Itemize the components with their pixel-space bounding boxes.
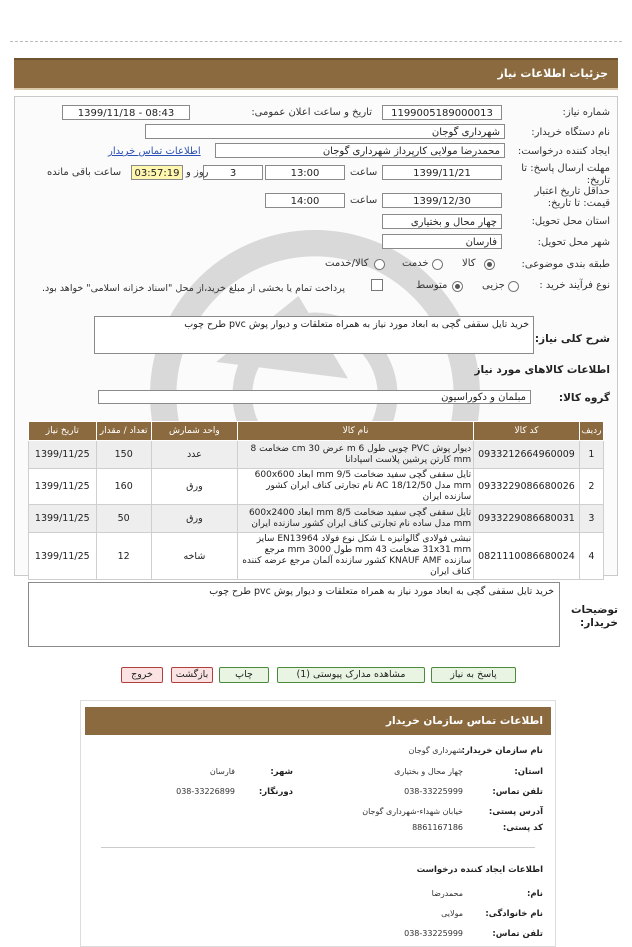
category-radio-service[interactable]: [432, 259, 443, 270]
goods-group-label: گروه کالا:: [558, 392, 610, 404]
need-number-field[interactable]: 1199005189000013: [382, 105, 502, 120]
contact-org-value: شهرداری گوجان: [408, 746, 463, 755]
contact-divider: [101, 847, 535, 848]
announce-field[interactable]: 1399/11/18 - 08:43: [62, 105, 190, 120]
treasury-checkbox[interactable]: [371, 279, 383, 291]
row-qty: 12: [96, 533, 151, 580]
purchase-type-label: نوع فرآیند خرید :: [539, 280, 610, 291]
table-row[interactable]: [29, 533, 604, 580]
print-button[interactable]: چاپ: [219, 667, 269, 683]
creator-name-value: محمدرضا: [431, 889, 463, 898]
row-code: 0821110086680024: [474, 533, 580, 580]
category-radio-goods[interactable]: [484, 259, 495, 270]
purchase-option-minor: جزیی: [482, 280, 505, 291]
row-date: 1399/11/25: [29, 533, 97, 580]
row-date: 1399/11/25: [29, 441, 97, 469]
contact-fax-value: 038-33226899: [176, 787, 235, 796]
page-title: جزئیات اطلاعات نیاز: [14, 58, 618, 90]
remaining-time-field: 03:57:19: [131, 165, 183, 180]
remaining-label: ساعت باقی مانده: [47, 167, 122, 178]
row-index: 1: [579, 441, 603, 469]
province-label: استان محل تحویل:: [531, 216, 610, 227]
summary-textarea[interactable]: خرید تایل سقفی گچی به ابعاد مورد نیاز به همراه متعلقات و دیوار پوش pvc طرح چوب: [94, 316, 534, 354]
buyer-org-label: نام دستگاه خریدار:: [531, 127, 610, 138]
goods-group-field[interactable]: مبلمان و دکوراسیون: [98, 390, 531, 404]
row-qty: 50: [96, 505, 151, 533]
contact-province-label: استان:: [514, 767, 543, 777]
deadline-time-label: ساعت: [350, 167, 378, 178]
row-name: تایل سقفی گچی سفید ضخامت 8/5 mm ابعاد 600x2400 mm مدل ساده نام تجارتی کناف ایران کشور سازنده ایران: [238, 505, 474, 533]
contact-address-label: آدرس پستی:: [488, 807, 543, 817]
row-qty: 160: [96, 469, 151, 505]
row-code: 0933229086680031: [474, 505, 580, 533]
contact-city-label: شهر:: [270, 767, 293, 777]
creator-name-label: نام:: [526, 889, 543, 899]
city-field[interactable]: فارسان: [382, 234, 502, 249]
buyer-contact-link[interactable]: اطلاعات تماس خریدار: [108, 146, 201, 157]
announce-label: تاریخ و ساعت اعلان عمومی:: [251, 107, 372, 118]
category-option-service: خدمت: [402, 258, 429, 269]
contact-phone-label: تلفن تماس:: [492, 787, 543, 797]
purchase-radio-minor[interactable]: [508, 281, 519, 292]
deadline-time-field[interactable]: 13:00: [265, 165, 345, 180]
contact-phone-value: 038-33225999: [404, 787, 463, 796]
days-label: روز و: [186, 167, 209, 178]
row-unit: ورق: [151, 469, 237, 505]
category-option-both: کالا/خدمت: [325, 258, 369, 269]
buyer-notes-textarea[interactable]: خرید تایل سقفی گچی به ابعاد مورد نیاز به همراه متعلقات و دیوار پوش pvc طرح چوب: [28, 582, 560, 647]
col-qty: تعداد / مقدار: [96, 422, 151, 441]
row-unit: ورق: [151, 505, 237, 533]
row-code: 0933229086680026: [474, 469, 580, 505]
contact-card-title: اطلاعات تماس سازمان خریدار: [85, 707, 551, 735]
deadline-date-field[interactable]: 1399/11/21: [382, 165, 502, 180]
creator-phone-label: تلفن تماس:: [492, 929, 543, 939]
contact-card: [80, 700, 556, 947]
table-row[interactable]: [29, 469, 604, 505]
creator-section-title: اطلاعات ایجاد کننده درخواست: [416, 865, 543, 875]
row-name: تایل سقفی گچی سفید ضخامت 9/5 mm ابعاد 600x600 mm مدل AC 18/12/50 نام تجارتی کناف ایران کشور سازنده ایران: [238, 469, 474, 505]
row-qty: 150: [96, 441, 151, 469]
city-label: شهر محل تحویل:: [537, 237, 610, 248]
table-row[interactable]: [29, 441, 604, 469]
creator-field[interactable]: محمدرضا مولایی کارپرداز شهرداری گوجان: [215, 143, 505, 158]
creator-phone-value: 038-33225999: [404, 929, 463, 938]
top-divider: [10, 41, 622, 42]
purchase-radio-medium[interactable]: [452, 281, 463, 292]
row-index: 2: [579, 469, 603, 505]
contact-org-label: نام سازمان خریدار:: [461, 746, 543, 756]
contact-province-value: چهار محال و بختیاری: [394, 767, 463, 776]
category-radio-both[interactable]: [374, 259, 385, 270]
goods-section-title: اطلاعات کالاهای مورد نیاز: [474, 364, 610, 376]
row-name: نبشی فولادی گالوانیزه L شکل نوع فولاد EN13964 سایز 31x31 mm ضخامت 43 mm طول 3000 mm مرجع سازنده KNAUF AMF کشور سازنده آلمان مرجع عرضه کننده کناف ایران: [238, 533, 474, 580]
row-name: دیوار پوش PVC چوبی طول 6 m عرض 30 cm ضخامت 8 mm کارتن پرشین پلاست اسپادانا: [238, 441, 474, 469]
row-index: 3: [579, 505, 603, 533]
need-number-label: شماره نیاز:: [562, 107, 610, 118]
creator-family-value: مولایی: [441, 909, 463, 918]
days-field[interactable]: 3: [203, 165, 263, 180]
contact-postal-label: کد پستی:: [502, 823, 543, 833]
row-date: 1399/11/25: [29, 505, 97, 533]
validity-time-label: ساعت: [350, 195, 378, 206]
creator-family-label: نام خانوادگی:: [485, 909, 543, 919]
goods-table: [28, 421, 604, 580]
col-code: کد کالا: [474, 422, 580, 441]
col-unit: واحد شمارش: [151, 422, 237, 441]
category-option-goods: کالا: [462, 258, 476, 269]
contact-fax-label: دورنگار:: [258, 787, 293, 797]
buyer-org-field[interactable]: شهرداری گوجان: [145, 124, 505, 139]
row-index: 4: [579, 533, 603, 580]
col-index: ردیف: [579, 422, 603, 441]
creator-label: ایجاد کننده درخواست:: [517, 146, 610, 157]
row-date: 1399/11/25: [29, 469, 97, 505]
contact-postal-value: 8861167186: [412, 823, 463, 832]
deadline-label: مهلت ارسال پاسخ: تا تاریخ:: [521, 163, 610, 186]
table-row[interactable]: [29, 505, 604, 533]
col-date: تاریخ نیاز: [29, 422, 97, 441]
validity-date-field[interactable]: 1399/12/30: [382, 193, 502, 208]
validity-label: حداقل تاریخ اعتبار قیمت: تا تاریخ:: [534, 186, 610, 209]
category-label: طبقه بندی موضوعی:: [521, 259, 610, 270]
validity-time-field[interactable]: 14:00: [265, 193, 345, 208]
back-button[interactable]: بازگشت: [171, 667, 213, 683]
summary-label: شرح کلی نیاز:: [534, 333, 610, 345]
row-code: 0933212664960009: [474, 441, 580, 469]
contact-address-value: خیابان شهداء-شهرداری گوجان: [362, 807, 463, 816]
purchase-option-medium: متوسط: [416, 280, 448, 291]
row-unit: عدد: [151, 441, 237, 469]
buyer-notes-label: توضیحات خریدار:: [570, 604, 618, 629]
row-unit: شاخه: [151, 533, 237, 580]
reply-button[interactable]: پاسخ به نیاز: [431, 667, 516, 683]
payment-note: پرداخت تمام یا بخشی از مبلغ خرید،از محل "اسناد خزانه اسلامی" خواهد بود.: [42, 283, 345, 294]
contact-city-value: فارسان: [209, 767, 235, 776]
view-attachments-button[interactable]: مشاهده مدارک پیوستی (1): [277, 667, 425, 683]
province-field[interactable]: چهار محال و بختیاری: [382, 214, 502, 229]
exit-button[interactable]: خروج: [121, 667, 163, 683]
col-name: نام کالا: [238, 422, 474, 441]
goods-table-header: [29, 422, 604, 441]
